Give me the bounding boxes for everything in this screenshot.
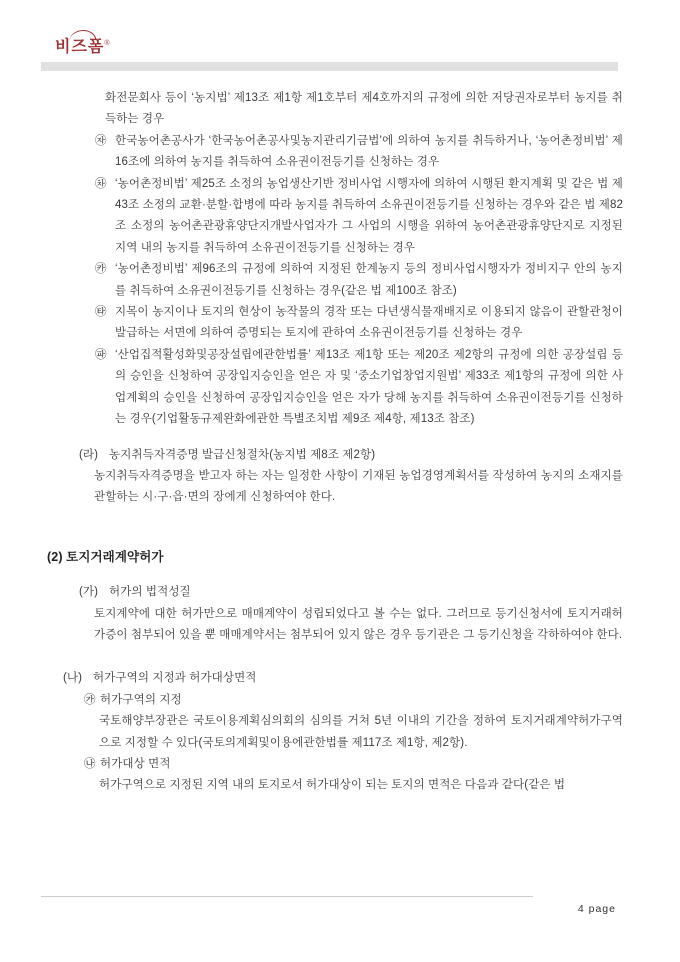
block-text: 한국농어촌공사가 ‘한국농어촌공사및농지관리기금법’에 의하여 농지를 취득하거나, ‘농어촌정비법’ 제16조에 의하여 농지를 취득하여 소유권이전등기를 신청하는 경우 — [115, 134, 623, 169]
page-number: 4 page — [577, 903, 616, 915]
block-text: ‘농어촌정비법’ 제25조 소정의 농업생산기반 정비사업 시행자에 의하여 시행된 환지계획 및 같은 법 제43조 소정의 교환·분할·합병에 따라 농지를 취득하여 소유권이전등기를 신청하는 경우와 같은 법 제82조 소정의 농어촌관광휴양단지개발사업자가 그 사업의 시행을 위하여 농어촌관광휴양단지로 지정된 지역 내의 농지를 취득하여 소유권이전등기를 신청하는 경우 — [115, 177, 623, 254]
block-text: ‘산업집적활성화및공장설립에관한법률’ 제13조 제1항 또는 제20조 제2항의 규정에 의한 공장설립 등의 승인을 신청하여 공장입지승인을 얻은 자 및 ‘중소기업창업지원법’ 제33조 제1항의 규정에 의한 사업계획의 승인을 신청하여 공장입지승인을 얻은 자가 당해 농지를 취득하여 소유권이전등기를 신청하는 경우(기업활동규제완화에관한 특별조치법 제9조 제4항, 제13조 참조) — [115, 348, 623, 426]
logo-swoosh-icon — [69, 29, 97, 42]
header-divider-band — [41, 62, 618, 71]
block-text: 토지계약에 대한 허가만으로 매매계약이 성립되었다고 볼 수는 없다. 그러므로 등기신청서에 토지거래허가증이 첨부되어 있을 뿐 매매계약서는 첨부되어 있지 않은 경우 등기관은 그 등기신청을 각하하여야 한다. — [94, 607, 623, 641]
block-text: ‘농어촌정비법’ 제96조의 규정에 의하여 지정된 한계농지 등의 정비사업시행자가 정비지구 안의 농지를 취득하여 소유권이전등기를 신청하는 경우(같은 법 제100조 참조) — [115, 263, 623, 297]
doc-block — [0, 302, 680, 345]
logo-text: 비즈폼 — [55, 38, 105, 56]
doc-block — [0, 668, 680, 689]
block-text: 화전문회사 등이 ‘농지법’ 제13조 제1항 제1호부터 제4호까지의 규정에 의한 저당권자로부터 농지를 취득하는 경우 — [105, 92, 623, 126]
list-marker: (나) — [63, 672, 83, 685]
doc-block — [0, 690, 680, 711]
doc-block — [0, 259, 680, 302]
block-text: 허가구역으로 지정된 지역 내의 토지로서 허가대상이 되는 토지의 면적은 다음과 같다(같은 법 — [99, 779, 566, 792]
list-marker: ㉸ — [95, 263, 107, 276]
block-text: 농지취득자격증명을 받고자 하는 자는 일정한 사항이 기재된 농업경영계획서를 작성하여 농지의 소재지를 관할하는 시·구·읍·면의 장에게 신청하여야 한다. — [94, 469, 623, 504]
block-text: 국토해양부장관은 국토이용계획심의회의 심의를 거쳐 5년 이내의 기간을 정하여 토지거래계약허가구역으로 지정할 수 있다(국토의계획및이용에관한법률 제117조 제1항, 제2항). — [99, 715, 623, 749]
list-marker: ㉺ — [95, 348, 107, 361]
doc-block — [0, 754, 680, 775]
doc-block — [0, 345, 680, 431]
doc-block — [0, 445, 680, 466]
doc-block — [0, 547, 680, 568]
list-marker: ㉷ — [95, 177, 107, 190]
footer-divider — [41, 896, 533, 897]
block-text: 허가대상 면적 — [100, 757, 171, 770]
block-text: 농지취득자격증명 발급신청절차(농지법 제8조 제2항) — [109, 448, 376, 461]
block-text: (2) 토지거래계약허가 — [47, 549, 164, 564]
bizforms-logo — [55, 34, 111, 57]
block-text: 허가구역의 지정과 허가대상면적 — [93, 672, 257, 685]
doc-block — [0, 775, 680, 796]
doc-block — [0, 131, 680, 174]
doc-block — [0, 466, 680, 509]
block-text: 허가의 법적성질 — [109, 586, 191, 599]
list-marker: ㉮ — [84, 693, 96, 706]
registered-mark-icon: ® — [104, 40, 111, 47]
doc-block — [0, 604, 680, 647]
doc-block — [0, 174, 680, 260]
list-marker: (가) — [79, 586, 99, 599]
block-text: 지목이 농지이나 토지의 현상이 농작물의 경작 또는 다년생식물재배지로 이용되지 않음이 관할관청이 발급하는 서면에 의하여 증명되는 토지에 관하여 소유권이전등기를 신청하는 경우 — [115, 306, 623, 340]
document-body — [0, 88, 680, 797]
list-marker: (라) — [79, 448, 99, 461]
list-marker: ㉶ — [95, 134, 107, 147]
block-text: 허가구역의 지정 — [100, 693, 182, 706]
doc-block — [0, 711, 680, 754]
list-marker: ㉯ — [84, 757, 96, 770]
list-marker: ㉹ — [95, 306, 107, 319]
doc-block — [0, 88, 680, 131]
doc-block — [0, 582, 680, 603]
